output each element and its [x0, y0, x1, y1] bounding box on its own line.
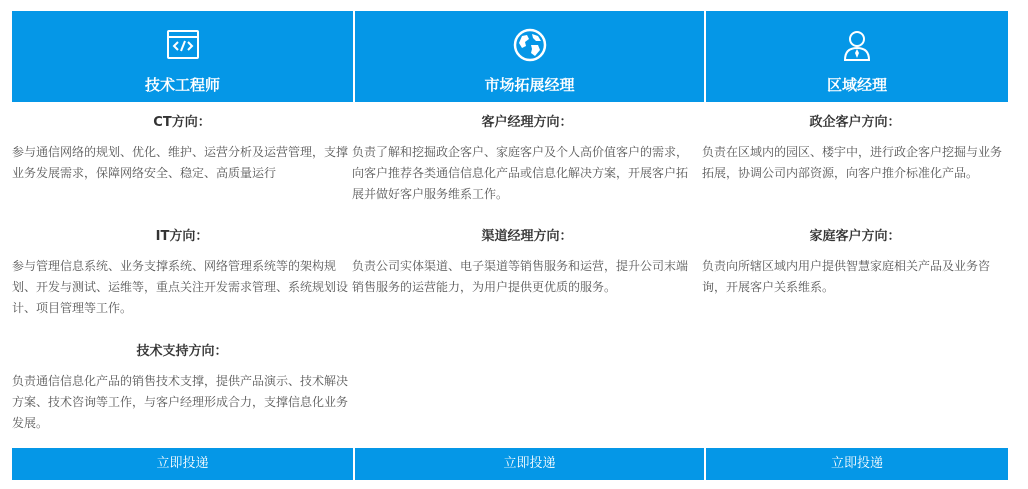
direction-title: 家庭客户方向：: [809, 229, 901, 244]
direction-block-it: [12, 229, 352, 319]
direction-block-ct: [12, 115, 352, 184]
position-header-tech-engineer: [12, 11, 353, 102]
apply-button-region-manager[interactable]: 立即投递: [704, 448, 1008, 480]
apply-button-row: [12, 448, 1008, 480]
tech-engineer-details: [12, 102, 352, 448]
direction-description: 负责通信信息化产品的销售技术支撑，提供产品演示、技术解决方案、技术咨询等工作，与客户经理形成合力，支撑信息化业务发展。: [12, 374, 349, 430]
user-icon: [839, 27, 875, 63]
position-title: 区域经理: [826, 76, 887, 94]
position-title: 技术工程师: [144, 76, 220, 94]
direction-description: 负责在区域内的园区、楼宇中，进行政企客户挖掘与业务拓展，协调公司内部资源，向客户推介标准化产品。: [702, 145, 1003, 180]
direction-title: 技术支持方向：: [136, 344, 228, 359]
direction-block-enterprise-customer: [702, 115, 1008, 184]
direction-title: 政企客户方向：: [809, 115, 901, 130]
direction-block-channel-manager: [352, 229, 702, 298]
position-header-region-manager: [704, 11, 1008, 102]
direction-block-account-manager: [352, 115, 702, 205]
direction-title: 渠道经理方向：: [481, 229, 573, 244]
position-title: 市场拓展经理: [484, 76, 575, 94]
direction-description: 负责了解和挖掘政企客户、家庭客户及个人高价值客户的需求，向客户推荐各类通信信息化产品或信息化解决方案，开展客户拓展并做好客户服务维系工作。: [352, 145, 689, 201]
region-manager-details: [702, 102, 1008, 448]
code-window-icon: [165, 27, 201, 63]
globe-icon: [512, 27, 548, 63]
direction-title: 客户经理方向：: [481, 115, 573, 130]
direction-description: 参与通信网络的规划、优化、维护、运营分析及运营管理，支撑业务发展需求，保障网络安全、稳定、高质量运行: [12, 145, 349, 180]
market-manager-details: [352, 102, 702, 448]
position-header-market-manager: [353, 11, 704, 102]
direction-block-tech-support: [12, 344, 352, 434]
direction-title: IT方向：: [155, 229, 209, 244]
direction-description: 参与管理信息系统、业务支撑系统、网络管理系统等的架构规划、开发与测试、运维等，重点关注开发需求管理、系统规划设计、项目管理等工作。: [12, 259, 349, 315]
position-header-row: [12, 11, 1008, 102]
apply-button-tech-engineer[interactable]: 立即投递: [12, 448, 353, 480]
direction-title: CT方向：: [153, 115, 211, 130]
position-details: [12, 102, 1008, 448]
direction-block-home-customer: [702, 229, 1008, 298]
direction-description: 负责向所辖区域内用户提供智慧家庭相关产品及业务咨询，开展客户关系维系。: [702, 259, 991, 294]
direction-description: 负责公司实体渠道、电子渠道等销售服务和运营，提升公司末端销售服务的运营能力，为用户提供更优质的服务。: [352, 259, 689, 294]
apply-button-market-manager[interactable]: 立即投递: [353, 448, 704, 480]
